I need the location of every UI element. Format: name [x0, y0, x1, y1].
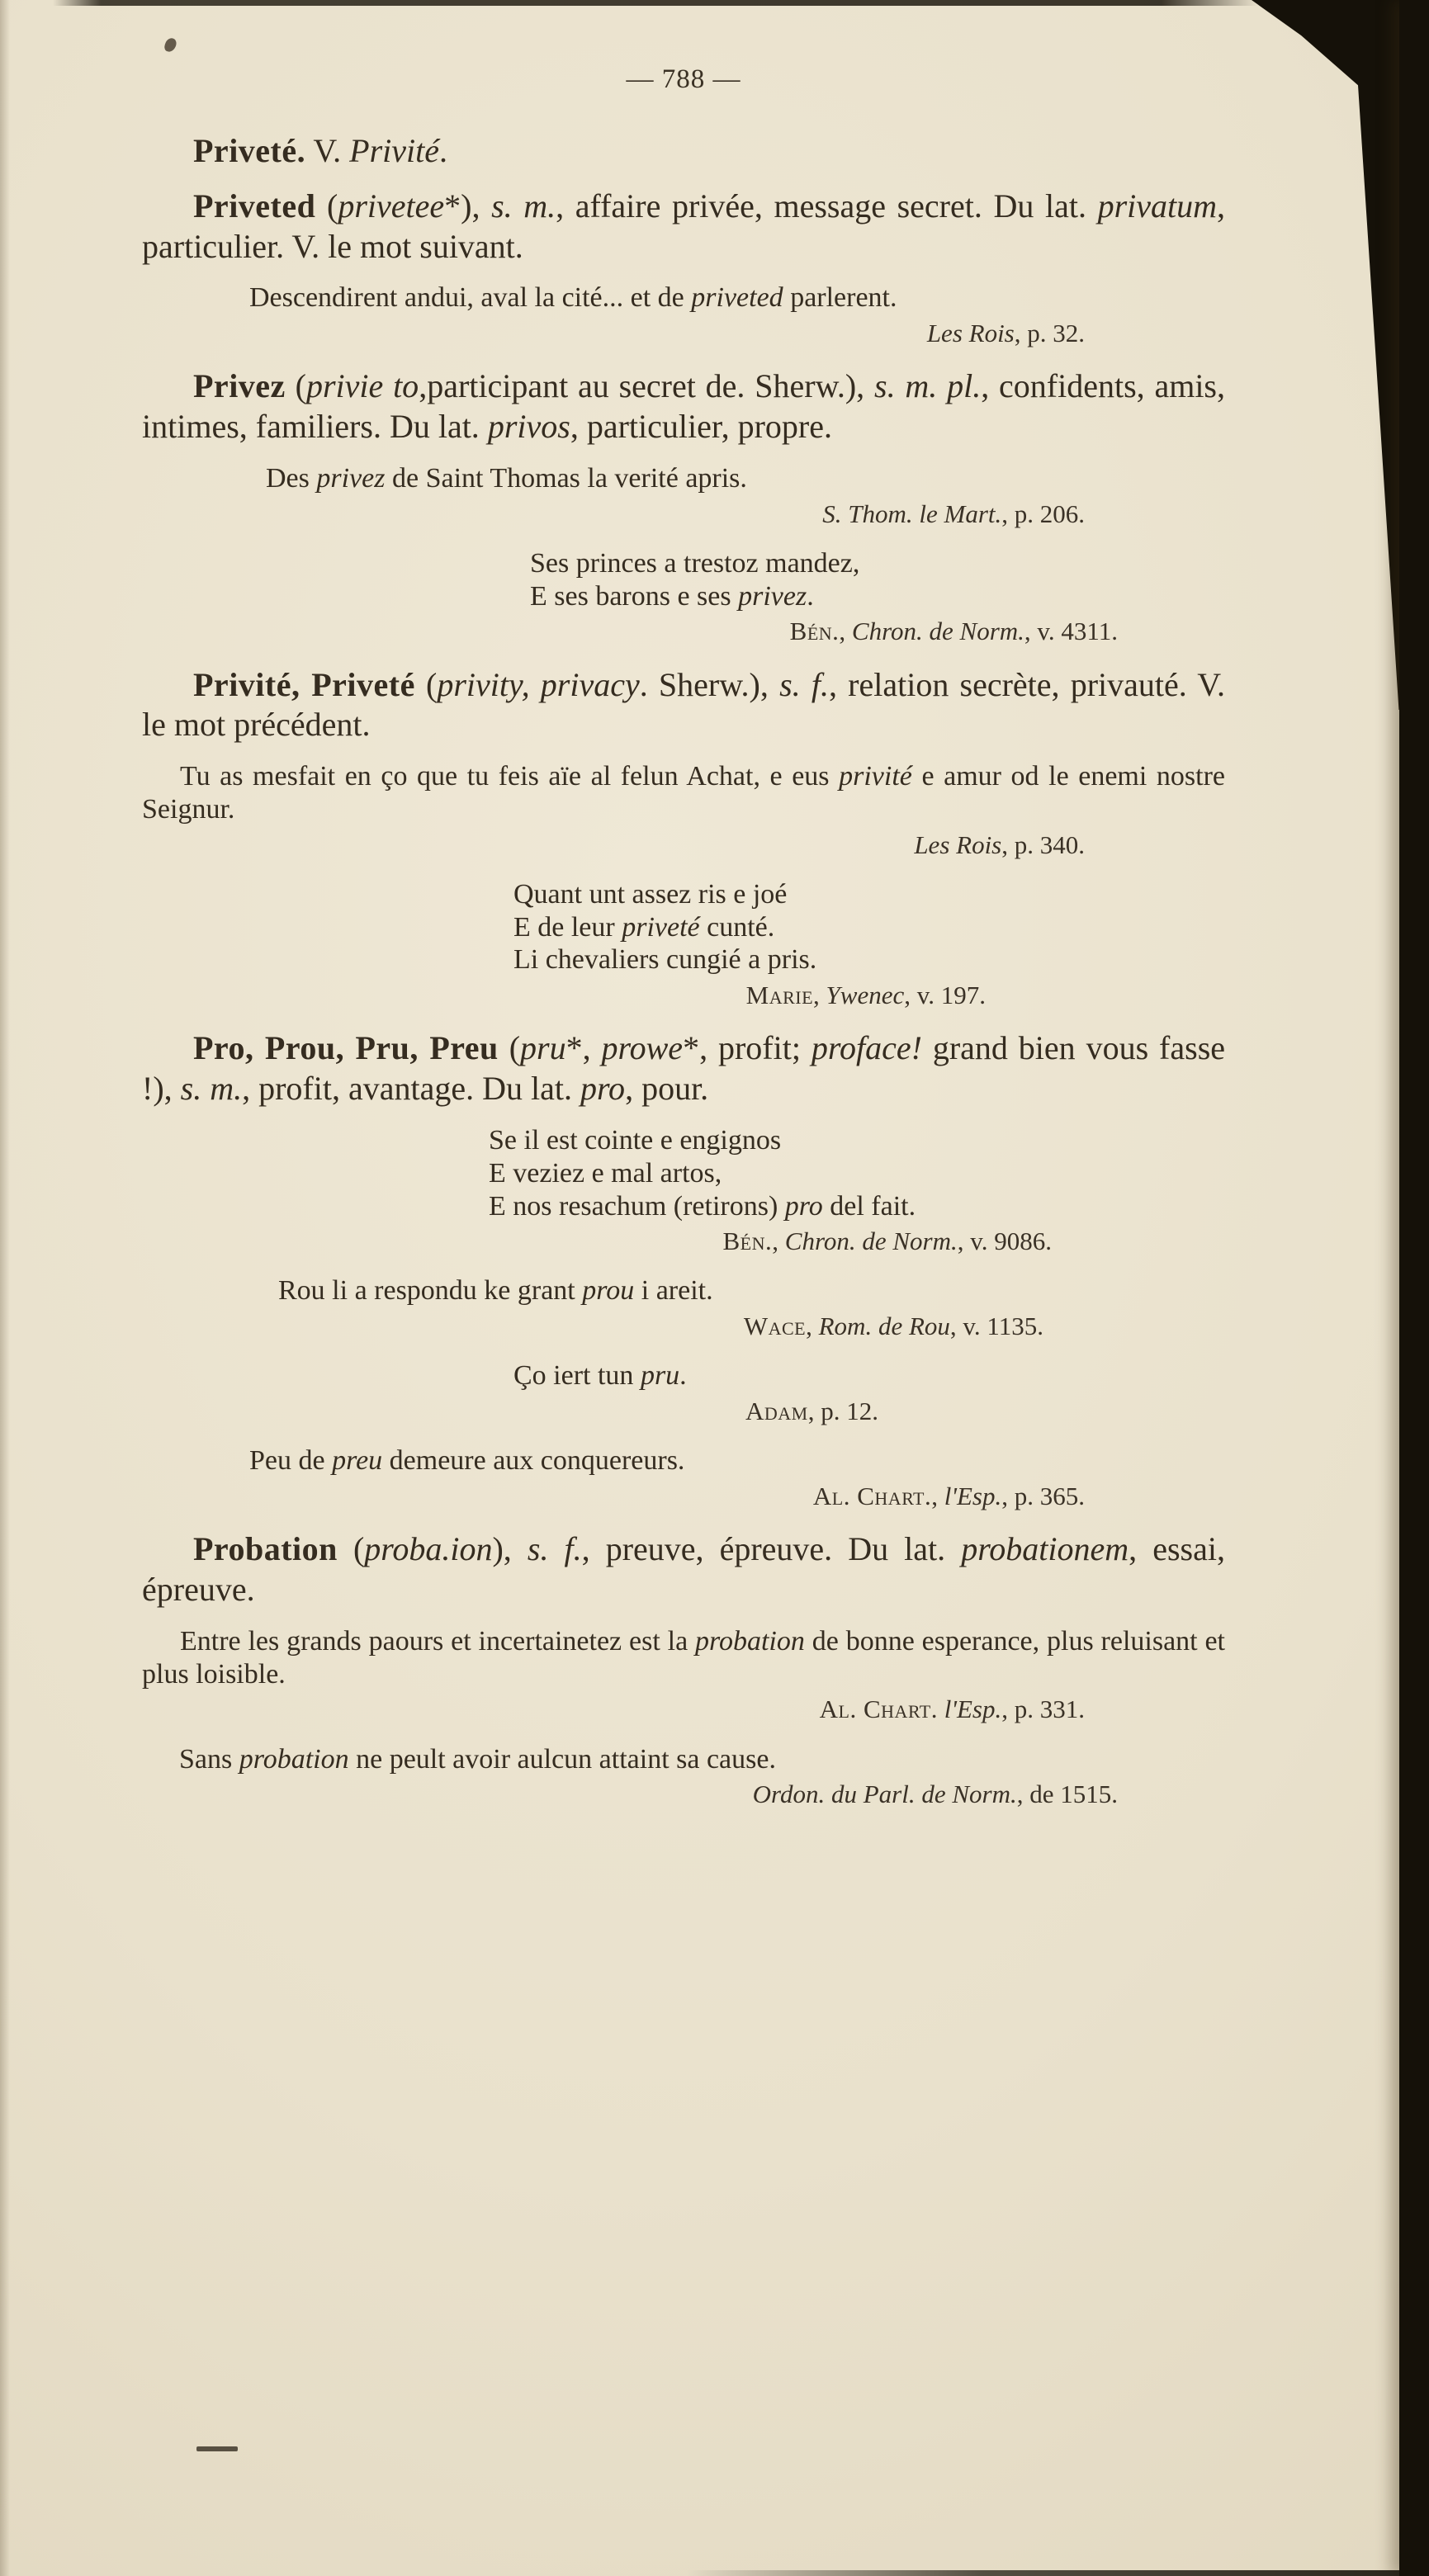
- citation: [142, 318, 1225, 348]
- citation-work: Rom. de Rou: [818, 1312, 950, 1341]
- text-segment: E ses barons e ses: [530, 580, 739, 612]
- italic-term: prowe: [601, 1029, 684, 1067]
- citation-work: l'Esp.: [944, 1482, 1002, 1511]
- text-segment: del fait.: [822, 1190, 916, 1222]
- headword: Privité, Priveté: [193, 665, 415, 703]
- citation: [142, 1396, 1225, 1426]
- headword: Pro, Prou, Pru, Preu: [193, 1029, 499, 1067]
- prose-quote: [142, 1274, 1225, 1307]
- verse-line: E veziez e mal artos,: [489, 1157, 722, 1189]
- verse-line: [489, 1190, 1225, 1223]
- text-segment: V.: [305, 132, 350, 169]
- italic-term: privez: [738, 580, 807, 612]
- scan-edge-top: [53, 0, 1258, 6]
- headword: Privez: [193, 367, 286, 405]
- citation-work: Ordon. du Parl. de Norm.: [752, 1780, 1017, 1809]
- italic-term: preu: [332, 1445, 383, 1477]
- text-segment: , particulier. V. le mot suivant.: [142, 187, 1225, 265]
- italic-term: s. f.: [779, 665, 829, 703]
- text-segment: i areit.: [634, 1275, 713, 1307]
- italic-term: privity, privacy: [437, 665, 640, 703]
- text-segment: parlerent.: [783, 282, 897, 314]
- citation: [142, 1226, 1225, 1256]
- text-segment: *,: [565, 1029, 602, 1067]
- italic-term: s. m.: [491, 187, 556, 225]
- entry-privez: [142, 366, 1225, 447]
- citation: [142, 1694, 1225, 1724]
- text-segment: demeure aux conquereurs.: [382, 1445, 685, 1477]
- citation-page: , v. 4311.: [1024, 617, 1118, 646]
- headword: Priveted: [193, 187, 316, 225]
- verse-line: Quant unt assez ris e joé: [513, 878, 788, 910]
- italic-term: pru: [640, 1360, 680, 1392]
- text-segment: , pour.: [625, 1070, 709, 1108]
- text-segment: Des: [266, 462, 317, 494]
- text-segment: , confidents, amis, intimes, familiers. Du lat.: [142, 367, 1225, 446]
- text-segment: . Sherw.),: [639, 665, 780, 703]
- verse-line: Li chevaliers cungié a pris.: [513, 944, 817, 976]
- italic-term: probation: [695, 1625, 805, 1657]
- entry-probation: [142, 1529, 1225, 1610]
- citation-author: Marie: [745, 981, 814, 1010]
- text-segment: ,: [806, 1312, 819, 1341]
- text-segment: ),: [492, 1530, 528, 1568]
- prose-quote: [142, 281, 1225, 314]
- text-segment: *),: [444, 187, 492, 225]
- text-segment: Tu as mesfait en ço que tu feis aïe al felun Achat, e eus: [180, 761, 840, 792]
- italic-term: s. m. pl.: [874, 367, 982, 405]
- citation-page: , p. 340.: [1001, 830, 1085, 859]
- citation-author: Adam: [745, 1397, 808, 1426]
- prose-quote: [142, 1444, 1225, 1477]
- citation: [142, 1481, 1225, 1511]
- text-segment: Entre les grands paours et incertainetez est la: [180, 1625, 696, 1657]
- scan-edge-right: [1399, 0, 1429, 2576]
- scan-edge-left: [0, 0, 10, 2576]
- citation-author: Al. Chart.: [812, 1482, 932, 1511]
- citation-work: Ywenec: [826, 981, 905, 1010]
- entry-priveted: [142, 187, 1225, 267]
- italic-term: privos: [487, 408, 570, 446]
- citation-page: , v. 1135.: [949, 1312, 1043, 1341]
- text-segment: , relation secrète, privauté. V. le mot précédent.: [142, 665, 1226, 744]
- italic-term: prou: [582, 1275, 635, 1307]
- citation: [142, 616, 1225, 646]
- headword: Probation: [193, 1530, 338, 1568]
- citation-page: , de 1515.: [1016, 1780, 1118, 1809]
- citation-page: , v. 9086.: [957, 1227, 1052, 1256]
- text-segment: (: [337, 1530, 365, 1568]
- citation-author: Wace: [743, 1312, 807, 1341]
- prose-quote: [142, 1743, 1225, 1776]
- citation-author: Bén.: [722, 1227, 773, 1256]
- italic-term: privetee: [338, 187, 445, 225]
- text-segment: , affaire privée, message secret. Du lat.: [556, 187, 1098, 225]
- text-segment: (: [315, 187, 338, 225]
- page-number: — 788 —: [626, 64, 741, 94]
- citation-page: , p. 365.: [1001, 1482, 1085, 1511]
- text-segment: ,participant au secret de. Sherw.),: [419, 367, 874, 405]
- text-segment: Peu de: [249, 1445, 333, 1477]
- verse-line: [513, 911, 1225, 944]
- prose-quote: [142, 760, 1225, 826]
- italic-term: proface!: [811, 1029, 922, 1067]
- citation-work: Les Rois: [926, 319, 1015, 348]
- verse-quote: [142, 878, 1225, 976]
- italic-term: privie to: [305, 367, 419, 405]
- text-segment: Rou li a respondu ke grant: [278, 1275, 583, 1307]
- text-segment: .: [679, 1360, 687, 1392]
- italic-term: probation: [239, 1743, 349, 1775]
- entry-pro-prou: [142, 1028, 1225, 1109]
- italic-term: s. f.: [527, 1530, 582, 1568]
- italic-term: privatum: [1097, 187, 1217, 225]
- citation-work: Chron. de Norm.: [784, 1227, 958, 1256]
- signature-dash-mark: [196, 2446, 238, 2451]
- italic-term: s. m.: [180, 1070, 243, 1108]
- citation-work: S. Thom. le Mart.: [822, 499, 1002, 528]
- citation-page: , p. 32.: [1014, 319, 1085, 348]
- verse-line: Ses princes a trestoz mandez,: [530, 547, 860, 579]
- citation: [142, 830, 1225, 860]
- text-segment: de bonne esperance, plus reluisant et plus loisible.: [142, 1625, 1225, 1690]
- verse-line: Se il est cointe e engignos: [489, 1125, 782, 1156]
- italic-term: pro: [784, 1190, 823, 1222]
- citation-page: , v. 197.: [904, 981, 986, 1010]
- italic-term: Privité: [349, 132, 440, 169]
- italic-term: proba.ion: [364, 1530, 493, 1568]
- italic-term: pro: [580, 1070, 626, 1108]
- citation-author: Al. Chart.: [819, 1694, 938, 1724]
- text-segment: , profit, avantage. Du lat.: [242, 1070, 580, 1108]
- text-segment: (: [498, 1029, 521, 1067]
- prose-quote: [142, 1625, 1225, 1691]
- verse-quote: [142, 547, 1225, 613]
- citation-work: l'Esp.: [944, 1694, 1002, 1724]
- italic-term: privez: [316, 462, 386, 494]
- text-segment: ,: [839, 617, 852, 646]
- italic-term: probationem: [961, 1530, 1129, 1568]
- text-segment: Sans: [179, 1743, 239, 1775]
- text-segment: de Saint Thomas la verité apris.: [385, 462, 747, 494]
- italic-term: priveted: [691, 282, 783, 314]
- citation: [142, 1779, 1225, 1809]
- italic-term: priveté: [622, 911, 700, 943]
- entry-privite: [142, 665, 1225, 746]
- text-segment: ,: [931, 1482, 944, 1511]
- text-segment: E de leur: [513, 911, 622, 943]
- text-segment: ,: [772, 1227, 785, 1256]
- entry-privete-crossref: [142, 131, 1225, 172]
- citation: [142, 1311, 1225, 1341]
- text-segment: ne peult avoir aulcun attaint sa cause.: [348, 1743, 776, 1775]
- citation-page: , p. 206.: [1001, 499, 1085, 528]
- text-segment: cunté.: [699, 911, 775, 943]
- text-segment: , preuve, épreuve. Du lat.: [581, 1530, 962, 1568]
- text-segment: grand bien vous fasse !),: [142, 1029, 1226, 1108]
- italic-term: privité: [839, 761, 912, 792]
- dictionary-text-column: [142, 64, 1225, 1828]
- scan-edge-bottom: [686, 2570, 1429, 2576]
- prose-quote: [142, 462, 1225, 495]
- citation-work: Les Rois: [914, 830, 1002, 859]
- text-segment: .: [439, 132, 448, 169]
- text-segment: E nos resachum (retirons): [489, 1190, 785, 1222]
- text-segment: , essai, épreuve.: [142, 1530, 1225, 1609]
- italic-term: pru: [520, 1029, 566, 1067]
- text-segment: (: [285, 367, 306, 405]
- citation: [142, 980, 1225, 1010]
- citation-author: Bén.: [789, 617, 840, 646]
- prose-quote: [142, 1359, 1225, 1392]
- citation: [142, 499, 1225, 529]
- verse-line: [530, 580, 1225, 613]
- text-segment: Ço iert tun: [513, 1360, 641, 1392]
- text-segment: ,: [813, 981, 826, 1010]
- text-segment: e amur od le enemi nostre Seignur.: [142, 761, 1225, 825]
- ink-speck: [163, 36, 178, 53]
- citation-work: Chron. de Norm.: [851, 617, 1024, 646]
- citation-page: , p. 12.: [807, 1397, 878, 1426]
- text-segment: [938, 1694, 944, 1723]
- text-segment: , particulier, propre.: [570, 408, 832, 446]
- text-segment: (: [414, 665, 438, 703]
- text-segment: *, profit;: [683, 1029, 812, 1067]
- verse-quote: [142, 1124, 1225, 1222]
- text-segment: .: [807, 580, 814, 612]
- headword: Priveté.: [193, 132, 306, 169]
- citation-page: , p. 331.: [1001, 1694, 1085, 1724]
- text-segment: Descendirent andui, aval la cité... et de: [249, 282, 692, 314]
